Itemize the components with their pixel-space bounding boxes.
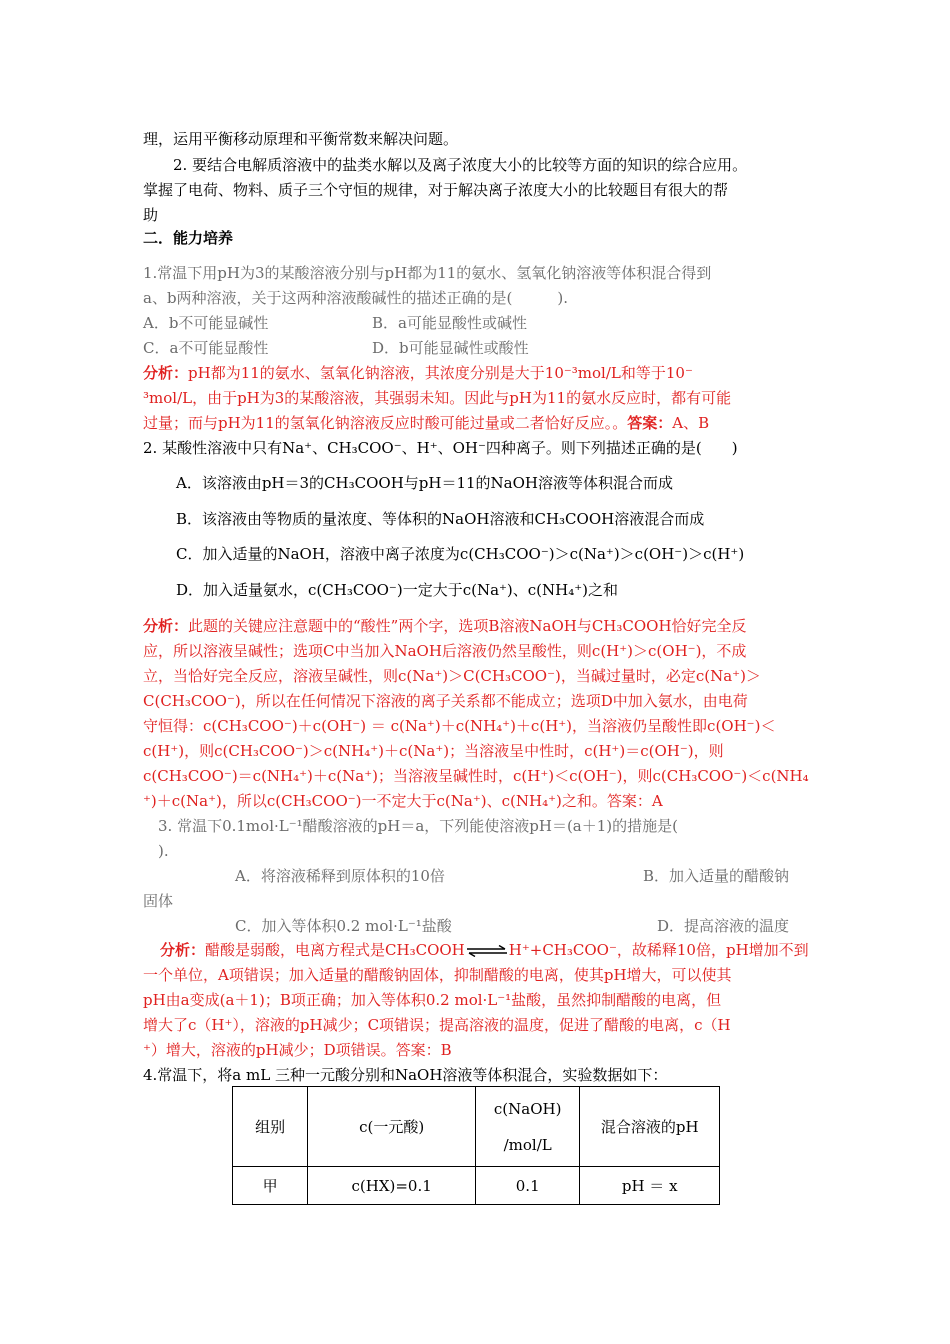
equilibrium-arrow-icon	[465, 945, 509, 957]
q3-analysis: 增大了c（H⁺），溶液的pH减少；C项错误；提高溶液的温度，促进了醋酸的电离，c（H	[143, 1016, 731, 1034]
analysis-label: 分析：	[143, 617, 189, 635]
q3-analysis	[160, 940, 809, 960]
header-cell-line: /mol/L	[503, 1135, 552, 1154]
q2-option-c: C．加入适量的NaOH，溶液中离子浓度为c(CH₃COO⁻)＞c(Na⁺)＞c(OH⁻)＞c(H⁺)	[176, 545, 745, 563]
header-cell: c(一元酸)	[308, 1087, 476, 1167]
q4-stem: 4.常温下，将a mL 三种一元酸分别和NaOH溶液等体积混合，实验数据如下：	[143, 1066, 668, 1084]
q2-analysis: C(CH₃COO⁻)，所以在任何情况下溶液的离子关系都不能成立；选项D中加入氨水，由电荷	[143, 692, 748, 710]
header-cell-line: c(NaOH)	[493, 1099, 562, 1118]
analysis-text: pH都为11的氨水、氢氧化钠溶液，其浓度分别是大于10⁻³mol/L和等于10⁻	[188, 364, 693, 382]
analysis-text: 此题的关键应注意题中的“酸性”两个字，选项B溶液NaOH与CH₃COOH恰好完全反	[188, 617, 747, 635]
answer-label: 答案：	[627, 414, 673, 432]
q2-option-a: A．该溶液由pH＝3的CH₃COOH与pH＝11的NaOH溶液等体积混合而成	[176, 474, 674, 492]
intro-line: 2. 要结合电解质溶液中的盐类水解以及离子浓度大小的比较等方面的知识的综合应用。	[143, 156, 748, 174]
q2-stem: 2. 某酸性溶液中只有Na⁺、CH₃COO⁻、H⁺、OH⁻四种离子。则下列描述正确的是( )	[143, 439, 738, 457]
header-cell	[475, 1087, 579, 1167]
table-row	[233, 1167, 720, 1205]
intro-line: 助	[143, 206, 159, 224]
analysis-text: 醋酸是弱酸，电离方程式是CH₃COOH	[205, 941, 465, 959]
section-heading: 二．能力培养	[143, 229, 234, 247]
q1-analysis: ³mol/L，由于pH为3的某酸溶液，其强弱未知。因此与pH为11的氨水反应时，都有可能	[143, 389, 732, 407]
analysis-label: 分析：	[143, 364, 189, 382]
q1-stem: 1.常温下用pH为3的某酸溶液分别与pH都为11的氨水、氢氧化钠溶液等体积混合得到	[143, 264, 712, 282]
q1-option-a: A．b不可能显碱性	[143, 314, 269, 332]
q3-option-a: A．将溶液稀释到原体积的10倍	[235, 867, 445, 885]
intro-line: 理，运用平衡移动原理和平衡常数来解决问题。	[143, 130, 459, 148]
experiment-table	[232, 1086, 720, 1205]
header-cell: 组别	[233, 1087, 308, 1167]
q1-option-d: D．b可能显碱性或酸性	[372, 339, 529, 357]
q1-analysis	[143, 413, 709, 433]
header-cell: 混合溶液的pH	[580, 1087, 720, 1167]
q1-stem: a、b两种溶液，关于这两种溶液酸碱性的描述正确的是( ).	[143, 289, 569, 307]
q2-option-d: D．加入适量氨水，c(CH₃COO⁻)一定大于c(Na⁺)、c(NH₄⁺)之和	[176, 581, 619, 599]
q1-option-b: B．a可能显酸性或碱性	[372, 314, 527, 332]
analysis-label: 分析：	[160, 941, 206, 959]
answer-value: A、B	[672, 414, 710, 432]
q2-analysis: ⁺)＋c(Na⁺)，所以c(CH₃COO⁻)一不定大于c(Na⁺)、c(NH₄⁺)之和。答案：A	[143, 792, 663, 810]
q3-option-d: D．提高溶液的温度	[657, 917, 790, 935]
table-cell: 0.1	[475, 1167, 579, 1205]
q3-analysis: pH由a变成(a＋1)；B项正确；加入等体积0.2 mol·L⁻¹盐酸，虽然抑制醋酸的电离，但	[143, 991, 722, 1009]
q3-option-b-cont: 固体	[143, 892, 174, 910]
q3-analysis: 一个单位，A项错误；加入适量的醋酸钠固体，抑制醋酸的电离，使其pH增大，可以使其	[143, 966, 732, 984]
q1-option-c: C．a不可能显酸性	[143, 339, 269, 357]
table-cell: c(HX)=0.1	[308, 1167, 476, 1205]
q3-analysis: ⁺）增大，溶液的pH减少；D项错误。答案：B	[143, 1041, 452, 1059]
q2-analysis: c(CH₃COO⁻)＝c(NH₄⁺)＋c(Na⁺)；当溶液呈碱性时，c(H⁺)＜c(OH⁻)，则c(CH₃COO⁻)＜c(NH₄	[143, 767, 809, 785]
q3-stem: ).	[143, 842, 169, 860]
q3-option-c: C．加入等体积0.2 mol·L⁻¹盐酸	[235, 917, 452, 935]
q3-stem: 3. 常温下0.1mol·L⁻¹醋酸溶液的pH＝a，下列能使溶液pH＝(a＋1)的措施是(	[143, 817, 679, 835]
q2-analysis: 守恒得：c(CH₃COO⁻)＋c(OH⁻) ＝ c(Na⁺)＋c(NH₄⁺)＋c(H⁺)，当溶液仍呈酸性即c(OH⁻)＜	[143, 717, 776, 735]
table-cell: 甲	[233, 1167, 308, 1205]
q1-analysis	[143, 363, 693, 383]
q2-option-b: B．该溶液由等物质的量浓度、等体积的NaOH溶液和CH₃COOH溶液混合而成	[176, 510, 705, 528]
analysis-text: H⁺+CH₃COO⁻，故稀释10倍，pH增加不到	[508, 941, 809, 959]
q2-analysis: 应，所以溶液呈碱性；选项C中当加入NaOH后溶液仍然呈酸性，则c(H⁺)＞c(OH⁻)，不成	[143, 642, 747, 660]
q2-analysis	[143, 616, 747, 636]
q3-option-b: B．加入适量的醋酸钠	[643, 867, 790, 885]
table-cell: pH ＝ x	[580, 1167, 720, 1205]
analysis-text: 过量；而与pH为11的氢氧化钠溶液反应时酸可能过量或二者恰好反应。。	[143, 414, 628, 432]
q2-analysis: c(H⁺)，则c(CH₃COO⁻)＞c(NH₄⁺)＋c(Na⁺)；当溶液呈中性时，c(H⁺)＝c(OH⁻)，则	[143, 742, 724, 760]
table-header-row	[233, 1087, 720, 1167]
intro-line: 掌握了电荷、物料、质子三个守恒的规律，对于解决离子浓度大小的比较题目有很大的帮	[143, 181, 729, 199]
q2-analysis: 立，当恰好完全反应，溶液呈碱性，则c(Na⁺)＞C(CH₃COO⁻)，当碱过量时，必定c(Na⁺)＞	[143, 667, 761, 685]
